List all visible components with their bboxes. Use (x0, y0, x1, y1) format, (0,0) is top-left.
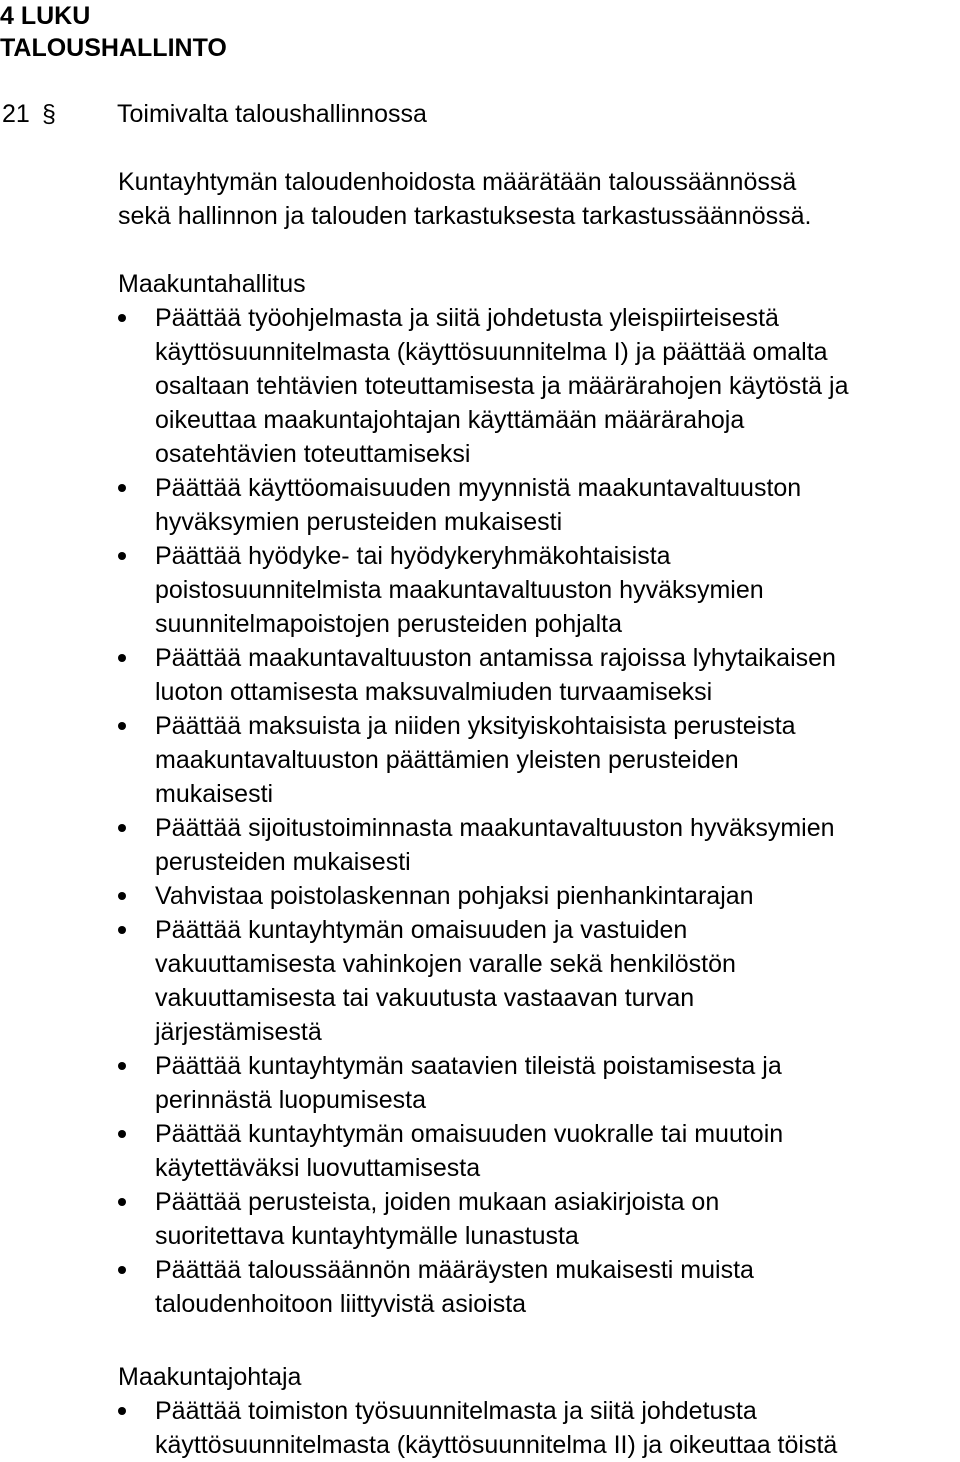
bullet-icon (118, 722, 126, 730)
maakuntajohtaja-heading: Maakuntajohtaja (118, 1363, 302, 1391)
list-item-text: Päättää toimiston työsuunnitelmasta ja siitä johdetusta käyttösuunnitelmasta (käyttösuunnitelma II) ja oikeuttaa töistä (155, 1397, 838, 1459)
bullet-icon (118, 314, 126, 322)
list-item (118, 811, 958, 879)
maakuntajohtaja-list (118, 1394, 958, 1462)
list-item-text: Päättää sijoitustoiminnasta maakuntavaltuuston hyväksymien perusteiden mukaisesti (155, 814, 835, 876)
list-item (118, 1253, 958, 1321)
section-title: Toimivalta taloushallinnossa (117, 100, 427, 128)
bullet-icon (118, 484, 126, 492)
list-item-text: Vahvistaa poistolaskennan pohjaksi pienhankintarajan (155, 882, 754, 910)
bullet-icon (118, 824, 126, 832)
bullet-icon (118, 654, 126, 662)
bullet-icon (118, 552, 126, 560)
list-item (118, 1049, 958, 1117)
list-item (118, 709, 958, 811)
list-item-text: Päättää maksuista ja niiden yksityiskohtaisista perusteista maakuntavaltuuston päättämien yleisten perusteiden mukaisesti (155, 712, 796, 808)
list-item-text: Päättää hyödyke- tai hyödykeryhmäkohtaisista poistosuunnitelmista maakuntavaltuuston hyväksymien suunnitelmapoistojen perusteiden pohjalta (155, 542, 764, 638)
bullet-icon (118, 1062, 126, 1070)
section-number: 21 (2, 100, 30, 128)
bullet-icon (118, 1130, 126, 1138)
list-item (118, 913, 958, 1049)
list-item (118, 1185, 958, 1253)
list-item-text: Päättää taloussäännön määräysten mukaisesti muista taloudenhoitoon liittyvistä asioista (155, 1256, 754, 1318)
list-item-text: Päättää perusteista, joiden mukaan asiakirjoista on suoritettava kuntayhtymälle lunastusta (155, 1188, 720, 1250)
chapter-title: 4 LUKU TALOUSHALLINTO (0, 2, 227, 62)
maakuntahallitus-list (118, 301, 958, 1321)
bullet-icon (118, 1198, 126, 1206)
bullet-icon (118, 1407, 126, 1415)
bullet-icon (118, 1266, 126, 1274)
section-heading (2, 97, 602, 131)
list-item-text: Päättää työohjelmasta ja siitä johdetusta yleispiirteisestä käyttösuunnitelmasta (käyttösuunnitelma I) ja päättää omalta osaltaan tehtävien toteuttamisesta ja määrärahojen käytöstä ja oikeuttaa maakuntajohtajan käyttämään määrärahoja osatehtävien toteuttamiseksi (155, 304, 849, 468)
list-item-text: Päättää maakuntavaltuuston antamissa rajoissa lyhytaikaisen luoton ottamisesta maksuvalmiuden turvaamiseksi (155, 644, 836, 706)
list-item (118, 1117, 958, 1185)
list-item (118, 301, 958, 471)
list-item (118, 1394, 958, 1462)
section-sign: § (42, 100, 56, 128)
list-item-text: Päättää kuntayhtymän omaisuuden ja vastuiden vakuuttamisesta vahinkojen varalle sekä henkilöstön vakuuttamisesta tai vakuutusta vastaavan turvan järjestämisestä (155, 916, 736, 1046)
list-item-text: Päättää kuntayhtymän omaisuuden vuokralle tai muutoin käytettäväksi luovuttamisesta (155, 1120, 784, 1182)
intro-paragraph: Kuntayhtymän taloudenhoidosta määrätään taloussäännössä sekä hallinnon ja talouden tarkastuksesta tarkastussäännössä. (118, 168, 812, 230)
list-item (118, 539, 958, 641)
bullet-icon (118, 926, 126, 934)
list-item (118, 641, 958, 709)
list-item-text: Päättää kuntayhtymän saatavien tileistä poistamisesta ja perinnästä luopumisesta (155, 1052, 782, 1114)
list-item (118, 879, 958, 913)
list-item-text: Päättää käyttöomaisuuden myynnistä maakuntavaltuuston hyväksymien perusteiden mukaisesti (155, 474, 802, 536)
bullet-icon (118, 892, 126, 900)
maakuntahallitus-heading: Maakuntahallitus (118, 270, 306, 298)
list-item (118, 471, 958, 539)
